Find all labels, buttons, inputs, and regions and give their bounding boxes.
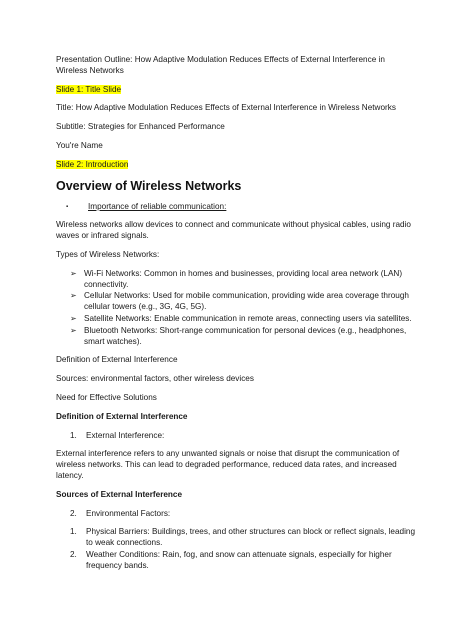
need-line: Need for Effective Solutions: [56, 392, 157, 402]
arrow-bullet-icon: ➢: [70, 268, 77, 278]
list-item: [56, 314, 416, 325]
list-number: 2.: [70, 508, 77, 518]
slide1-label: [56, 85, 416, 96]
list-item: [56, 269, 416, 291]
definition-item: [56, 431, 416, 442]
types-heading: Types of Wireless Networks:: [56, 249, 160, 259]
list-item-text: Bluetooth Networks: Short-range communication for personal devices (e.g., headphones, smart watches).: [84, 325, 407, 346]
definition-line: Definition of External Interference: [56, 355, 178, 365]
document-body: [56, 55, 416, 573]
slide1-highlight: Slide 1: Title Slide: [56, 84, 122, 94]
list-item: [56, 550, 416, 572]
outline-title: Presentation Outline: How Adaptive Modulation Reduces Effects of External Interference in Wireless Networks: [56, 55, 385, 75]
arrow-bullet-icon: ➢: [70, 313, 77, 323]
list-number: 2.: [70, 549, 77, 559]
sources-line: Sources: environmental factors, other wireless devices: [56, 374, 254, 384]
list-item-text: Weather Conditions: Rain, fog, and snow can attenuate signals, especially for higher frequency bands.: [86, 549, 392, 570]
square-bullet-icon: ▪: [66, 203, 69, 210]
network-types-list: [56, 269, 416, 348]
list-number: 1.: [70, 430, 77, 440]
list-item-text: Cellular Networks: Used for mobile communication, providing wide area coverage through cellular towers (e.g., 3G, 4G, 5G).: [84, 291, 409, 312]
environmental-item: [56, 509, 416, 520]
arrow-bullet-icon: ➢: [70, 325, 77, 335]
subtitle-line: Subtitle: Strategies for Enhanced Performance: [56, 122, 225, 132]
list-item: [56, 326, 416, 348]
list-item-text: Environmental Factors:: [86, 508, 171, 518]
list-item-text: Satellite Networks: Enable communication in remote areas, connecting users via satellites.: [84, 313, 412, 323]
slide2-label: [56, 160, 416, 171]
slide2-highlight: Slide 2: Introduction: [56, 159, 129, 169]
list-item-text: External Interference:: [86, 430, 165, 440]
list-item: [56, 527, 416, 549]
title-line: Title: How Adaptive Modulation Reduces Effects of External Interference in Wireless Networks: [56, 103, 396, 113]
list-item-text: Wi-Fi Networks: Common in homes and businesses, providing local area network (LAN) connectivity.: [84, 268, 403, 289]
overview-heading: Overview of Wireless Networks: [56, 178, 242, 193]
list-number: 1.: [70, 527, 77, 537]
definition-paragraph: External interference refers to any unwanted signals or noise that disrupt the communication of wireless networks. This can lead to degraded performance, reduced data rates, and increased latency.: [56, 449, 400, 480]
importance-bullet: [56, 202, 416, 213]
environmental-sublist: [56, 527, 416, 571]
list-item-text: Physical Barriers: Buildings, trees, and other structures can block or reflect signals, leading to weak connections.: [86, 527, 416, 548]
definition-heading: Definition of External Interference: [56, 411, 188, 421]
wireless-intro: Wireless networks allow devices to connect and communicate without physical cables, using radio waves or infrared signals.: [56, 220, 411, 241]
importance-text: Importance of reliable communication:: [88, 201, 227, 211]
list-item: [56, 291, 416, 313]
arrow-bullet-icon: ➢: [70, 291, 77, 301]
sources-heading: Sources of External Interference: [56, 489, 183, 499]
name-line: You're Name: [56, 140, 103, 150]
